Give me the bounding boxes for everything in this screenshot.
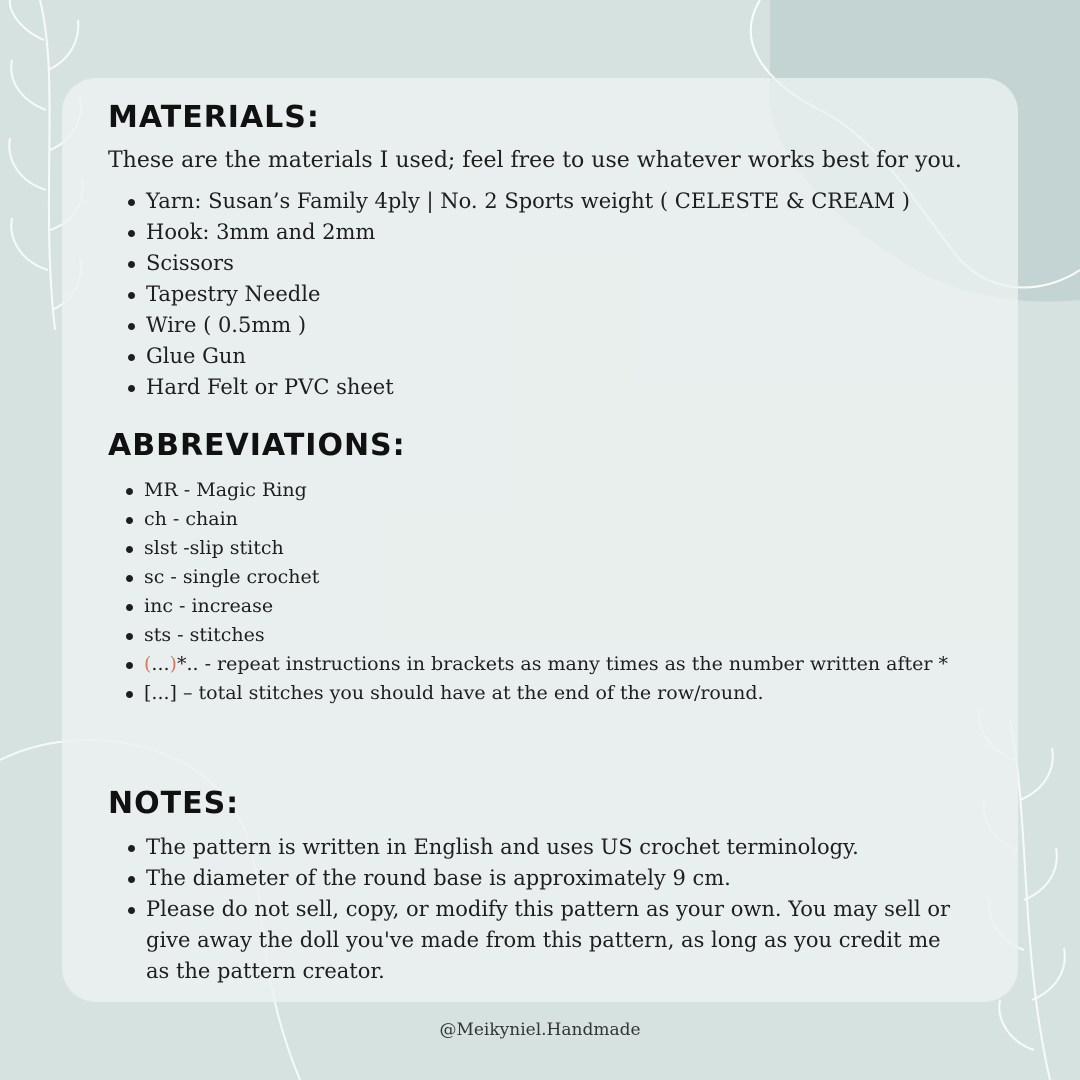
notes-heading: NOTES: <box>108 786 240 821</box>
list-item: slst -slip stitch <box>106 534 948 563</box>
list-item: MR - Magic Ring <box>106 476 948 505</box>
list-item: The diameter of the round base is approximately 9 cm. <box>108 863 968 894</box>
list-item: sts - stitches <box>106 621 948 650</box>
repeat-description: *.. - repeat instructions in brackets as many times as the number written after * <box>176 653 948 675</box>
list-item: The pattern is written in English and uses US crochet terminology. <box>108 832 968 863</box>
materials-heading: MATERIALS: <box>108 100 320 135</box>
list-item: sc - single crochet <box>106 563 948 592</box>
list-item: ch - chain <box>106 505 948 534</box>
notes-list <box>108 832 968 987</box>
list-item: Tapestry Needle <box>108 280 910 311</box>
list-item: Please do not sell, copy, or modify this pattern as your own. You may sell or give away the doll you've made from this pattern, as long as you credit me as the pattern creator. <box>108 894 968 987</box>
abbreviations-list <box>106 476 948 708</box>
repeat-dots: ... <box>151 653 170 675</box>
list-item: Yarn: Susan’s Family 4ply | No. 2 Sports weight ( CELESTE & CREAM ) <box>108 187 910 218</box>
list-item: [...] – total stitches you should have at the end of the row/round. <box>106 679 948 708</box>
materials-list <box>108 187 910 404</box>
list-item: Scissors <box>108 249 910 280</box>
list-item: Hook: 3mm and 2mm <box>108 218 910 249</box>
repeat-close-bracket: ) <box>169 653 177 675</box>
list-item: Hard Felt or PVC sheet <box>108 373 910 404</box>
abbreviations-heading: ABBREVIATIONS: <box>108 428 406 463</box>
list-item: Glue Gun <box>108 342 910 373</box>
footer-handle: @Meikyniel.Handmade <box>439 1020 641 1040</box>
materials-intro: These are the materials I used; feel free to use whatever works best for you. <box>108 148 962 173</box>
repeat-item <box>106 650 948 679</box>
repeat-open-bracket: ( <box>144 653 152 675</box>
list-item: inc - increase <box>106 592 948 621</box>
list-item: Wire ( 0.5mm ) <box>108 311 910 342</box>
